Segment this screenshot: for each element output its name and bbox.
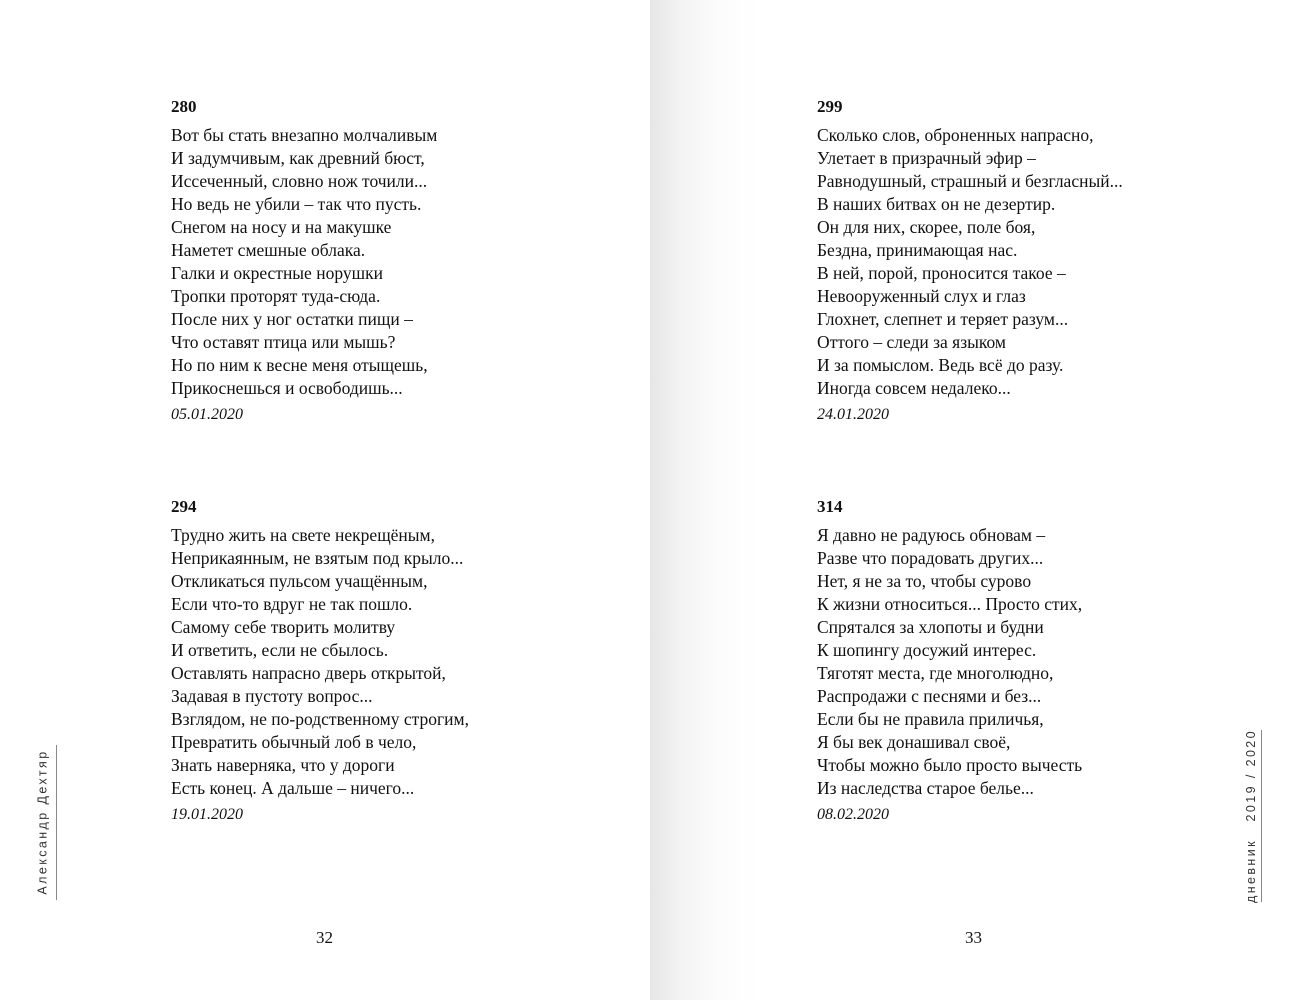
poem-line: Я давно не радуюсь обновам – <box>817 525 1046 545</box>
page-number: 32 <box>316 928 333 947</box>
poem-line: И задумчивым, как древний бюст, <box>171 148 425 168</box>
poem-line: Галки и окрестные норушки <box>171 263 383 283</box>
poem-line: Сколько слов, оброненных напрасно, <box>817 125 1094 145</box>
poem-number: 299 <box>817 97 843 116</box>
poem-314 <box>817 497 1217 825</box>
poem-line: После них у ног остатки пищи – <box>171 309 413 329</box>
poem-line: Тропки проторят туда-сюда. <box>171 286 381 306</box>
poem-number: 294 <box>171 497 197 516</box>
poem-line: Превратить обычный лоб в чело, <box>171 732 417 752</box>
poem-date: 08.02.2020 <box>817 806 889 823</box>
poem-line: Снегом на носу и на макушке <box>171 217 392 237</box>
poem-line: Иссеченный, словно нож точили... <box>171 171 428 191</box>
poem-lines <box>817 124 1217 400</box>
poem-line: Если бы не правила приличья, <box>817 709 1044 729</box>
poem-line: Он для них, скорее, поле боя, <box>817 217 1036 237</box>
running-header-author <box>30 742 56 902</box>
poem-line: Оставлять напрасно дверь открытой, <box>171 663 446 683</box>
poem-line: Что оставят птица или мышь? <box>171 332 396 352</box>
running-header-rule <box>56 745 57 900</box>
poem-line: Я бы век донашивал своё, <box>817 732 1011 752</box>
poem-line: Знать наверняка, что у дороги <box>171 755 395 775</box>
poem-line: Откликаться пульсом учащённым, <box>171 571 428 591</box>
running-header-rule <box>1261 730 1262 902</box>
poem-line: Нет, я не за то, чтобы сурово <box>817 571 1032 591</box>
poem-line: Распродажи с песнями и без... <box>817 686 1042 706</box>
poem-line: Невооруженный слух и глаз <box>817 286 1026 306</box>
poem-line: К жизни относиться... Просто стих, <box>817 594 1083 614</box>
poem-lines <box>817 524 1217 800</box>
poem-line: Равнодушный, страшный и безгласный... <box>817 171 1123 191</box>
right-page <box>650 0 1300 1000</box>
poem-lines <box>171 524 571 800</box>
poem-line: И ответить, если не сбылось. <box>171 640 389 660</box>
poem-date: 19.01.2020 <box>171 806 243 823</box>
poem-date: 05.01.2020 <box>171 406 243 423</box>
page-number: 33 <box>965 928 982 947</box>
poem-line: Задавая в пустоту вопрос... <box>171 686 373 706</box>
poem-line: Бездна, принимающая нас. <box>817 240 1018 260</box>
poem-lines <box>171 124 571 400</box>
poem-line: Взглядом, не по-родственному строгим, <box>171 709 469 729</box>
poem-line: Улетает в призрачный эфир – <box>817 148 1036 168</box>
poem-line: Самому себе творить молитву <box>171 617 396 637</box>
poem-line: В наших битвах он не дезертир. <box>817 194 1056 214</box>
poem-line: Но по ним к весне меня отыщешь, <box>171 355 428 375</box>
poem-line: Вот бы стать внезапно молчаливым <box>171 125 438 145</box>
poem-date: 24.01.2020 <box>817 406 889 423</box>
poem-line: Оттого – следи за языком <box>817 332 1007 352</box>
poem-line: Но ведь не убили – так что пусть. <box>171 194 422 214</box>
poem-299 <box>817 97 1217 425</box>
poem-line: Прикоснешься и освободишь... <box>171 378 403 398</box>
poem-line: Трудно жить на свете некрещёным, <box>171 525 436 545</box>
running-header-text: дневник 2019 / 2020 <box>1244 729 1258 903</box>
poem-line: Неприкаянным, не взятым под крыло... <box>171 548 464 568</box>
poem-line: Есть конец. А дальше – ничего... <box>171 778 415 798</box>
poem-number: 280 <box>171 97 197 116</box>
poem-line: И за помыслом. Ведь всё до разу. <box>817 355 1064 375</box>
poem-line: Чтобы можно было просто вычесть <box>817 755 1083 775</box>
running-header-text: Александр Дехтяр <box>36 749 50 895</box>
poem-line: Если что-то вдруг не так пошло. <box>171 594 413 614</box>
poem-number: 314 <box>817 497 843 516</box>
poem-line: Из наследства старое белье... <box>817 778 1034 798</box>
poem-294 <box>171 497 571 825</box>
poem-line: К шопингу досужий интерес. <box>817 640 1037 660</box>
poem-280 <box>171 97 571 425</box>
poem-line: Наметет смешные облака. <box>171 240 366 260</box>
poem-line: Тяготят места, где многолюдно, <box>817 663 1054 683</box>
poem-line: В ней, порой, проносится такое – <box>817 263 1066 283</box>
poem-line: Иногда совсем недалеко... <box>817 378 1011 398</box>
poem-line: Спрятался за хлопоты и будни <box>817 617 1044 637</box>
poem-line: Разве что порадовать других... <box>817 548 1044 568</box>
poem-line: Глохнет, слепнет и теряет разум... <box>817 309 1069 329</box>
